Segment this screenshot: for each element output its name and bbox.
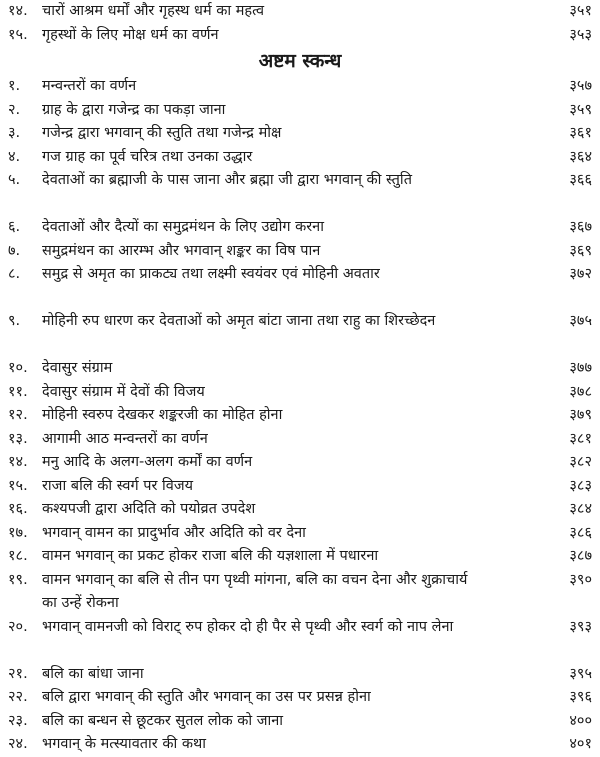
toc-entry: [0, 498, 600, 522]
entry-title: वामन भगवान् का प्रकट होकर राजा बलि की यज्ञशाला में पधारना: [42, 548, 379, 564]
toc-entry: [0, 475, 600, 499]
toc-entry: [0, 263, 600, 310]
entry-page-number: ३७७: [569, 360, 592, 376]
entry-title: बलि का बांधा जाना: [42, 665, 144, 682]
entry-title: समुद्रमंथन का आरम्भ और भगवान् शङ्कर का विष पान: [42, 242, 321, 259]
entry-page-number: ३६७: [569, 219, 592, 235]
entry-title: मनु आदि के अलग-अलग कर्मों का वर्णन: [42, 454, 253, 470]
entry-title: भगवान् वामन का प्रादुर्भाव और अदिति को वर देना: [42, 524, 306, 541]
entry-title: राजा बलि की स्वर्ग पर विजय: [42, 477, 194, 494]
toc-entry: [0, 545, 600, 569]
entry-page-number: ४००: [569, 712, 592, 729]
toc-entry: [0, 663, 600, 687]
entry-number: ३.: [8, 125, 21, 141]
entry-page-number: ३६४: [569, 148, 592, 165]
entry-number: ४.: [8, 148, 21, 165]
entry-page-number: ३९५: [569, 665, 592, 682]
entry-number: १३.: [8, 430, 28, 447]
entry-page-number: ३६६: [569, 172, 592, 188]
toc-entry: [0, 357, 600, 381]
entry-number: १०.: [8, 360, 28, 376]
entry-page-number: ३९६: [569, 689, 592, 705]
entry-number: ७.: [8, 242, 21, 259]
section-entries: [0, 75, 600, 757]
toc-entry: [0, 0, 600, 24]
entry-page-number: ३७९: [569, 407, 592, 423]
entry-title: कश्यपजी द्वारा अदिति को पयोव्रत उपदेश: [42, 501, 256, 517]
entry-title: वामन भगवान् का बलि से तीन पग पृथ्वी मांगना, बलि का वचन देना और शुक्राचार्य का उन्हें रोकना: [42, 571, 468, 611]
entry-number: २४.: [8, 736, 28, 752]
entry-page-number: ३९३: [569, 618, 592, 635]
entry-title: ग्राह के द्वारा गजेन्द्र का पकड़ा जाना: [42, 101, 226, 118]
entry-page-number: ३५१: [569, 3, 592, 19]
entry-number: १५.: [8, 26, 28, 43]
toc-entry: [0, 122, 600, 146]
entry-title: चारों आश्रम धर्मों और गृहस्थ धर्म का महत्व: [42, 3, 265, 19]
entry-page-number: ३५७: [569, 78, 592, 94]
entry-number: २.: [8, 101, 21, 118]
entry-page-number: ३६१: [569, 125, 592, 141]
entry-number: ६.: [8, 219, 21, 235]
entry-number: १८.: [8, 548, 28, 564]
entry-page-number: ४०१: [569, 736, 592, 752]
entry-title: आगामी आठ मन्वन्तरों का वर्णन: [42, 430, 208, 447]
entry-page-number: ३८७: [569, 548, 592, 564]
entry-page-number: ३६९: [569, 242, 592, 259]
entry-title: भगवान् वामनजी को विराट् रुप होकर दो ही पैर से पृथ्वी और स्वर्ग को नाप लेना: [42, 618, 454, 635]
entry-title: मोहिनी स्वरुप देखकर शङ्करजी का मोहित होना: [42, 407, 283, 423]
toc-entry: [0, 569, 600, 616]
entry-title: मन्वन्तरों का वर्णन: [42, 78, 137, 94]
toc-entry: [0, 381, 600, 405]
entry-title: गृहस्थों के लिए मोक्ष धर्म का वर्णन: [42, 26, 219, 43]
entry-title: देवताओं का ब्रह्माजी के पास जाना और ब्रह्मा जी द्वारा भगवान् की स्तुति: [42, 172, 412, 188]
entry-number: १७.: [8, 524, 28, 541]
entry-title: देवताओं और दैत्यों का समुद्रमंथन के लिए उद्योग करना: [42, 219, 324, 235]
entry-number: ५.: [8, 172, 21, 188]
toc-entry: [0, 240, 600, 264]
toc-entry: [0, 616, 600, 663]
entry-title: बलि द्वारा भगवान् की स्तुति और भगवान् का उस पर प्रसन्न होना: [42, 689, 371, 705]
toc-entry: [0, 522, 600, 546]
toc-entry: [0, 24, 600, 48]
toc-entry: [0, 146, 600, 170]
toc-entry: [0, 75, 600, 99]
entry-page-number: ३९०: [569, 571, 592, 588]
entry-number: २३.: [8, 712, 28, 729]
entry-title: देवासुर संग्राम: [42, 360, 113, 376]
entry-page-number: ३५३: [569, 26, 592, 43]
entry-number: ९.: [8, 313, 21, 329]
entry-number: १६.: [8, 501, 28, 517]
previous-section-entries: [0, 0, 600, 47]
entry-title: देवासुर संग्राम में देवों की विजय: [42, 383, 205, 400]
toc-entry: [0, 686, 600, 710]
toc-entry: [0, 310, 600, 357]
toc-entry: [0, 169, 600, 216]
entry-number: २२.: [8, 689, 28, 705]
entry-page-number: ३८४: [569, 501, 592, 517]
entry-page-number: ३८३: [569, 477, 592, 494]
entry-number: १४.: [8, 3, 28, 19]
toc-entry: [0, 451, 600, 475]
entry-page-number: ३७५: [569, 313, 592, 329]
entry-title: गज ग्राह का पूर्व चरित्र तथा उनका उद्धार: [42, 148, 253, 165]
entry-page-number: ३८१: [569, 430, 592, 447]
entry-number: ८.: [8, 266, 21, 282]
entry-number: २०.: [8, 618, 28, 635]
entry-number: २१.: [8, 665, 28, 682]
section-heading: अष्टम स्कन्ध: [258, 50, 342, 72]
toc-entry: [0, 733, 600, 757]
toc-entry: [0, 216, 600, 240]
entry-number: १.: [8, 78, 21, 94]
toc-entry: [0, 99, 600, 123]
toc-entry: [0, 710, 600, 734]
toc-entry: [0, 404, 600, 428]
entry-page-number: ३७२: [569, 266, 592, 282]
entry-page-number: ३८२: [569, 454, 592, 470]
entry-title: गजेन्द्र द्वारा भगवान् की स्तुति तथा गजेन्द्र मोक्ष: [42, 125, 282, 141]
entry-page-number: ३८६: [569, 524, 592, 541]
entry-page-number: ३५९: [569, 101, 592, 118]
entry-number: १४.: [8, 454, 28, 470]
entry-number: ११.: [8, 383, 28, 400]
entry-title: भगवान् के मत्स्यावतार की कथा: [42, 736, 206, 752]
entry-number: १९.: [8, 571, 28, 588]
entry-number: १५.: [8, 477, 28, 494]
entry-number: १२.: [8, 407, 28, 423]
entry-title: मोहिनी रुप धारण कर देवताओं को अमृत बांटा जाना तथा राहु का शिरच्छेदन: [42, 313, 436, 329]
entry-page-number: ३७८: [569, 383, 592, 400]
toc-entry: [0, 428, 600, 452]
entry-title: बलि का बन्धन से छूटकर सुतल लोक को जाना: [42, 712, 284, 729]
entry-title: समुद्र से अमृत का प्राकट्य तथा लक्ष्मी स्वयंवर एवं मोहिनी अवतार: [42, 266, 380, 282]
